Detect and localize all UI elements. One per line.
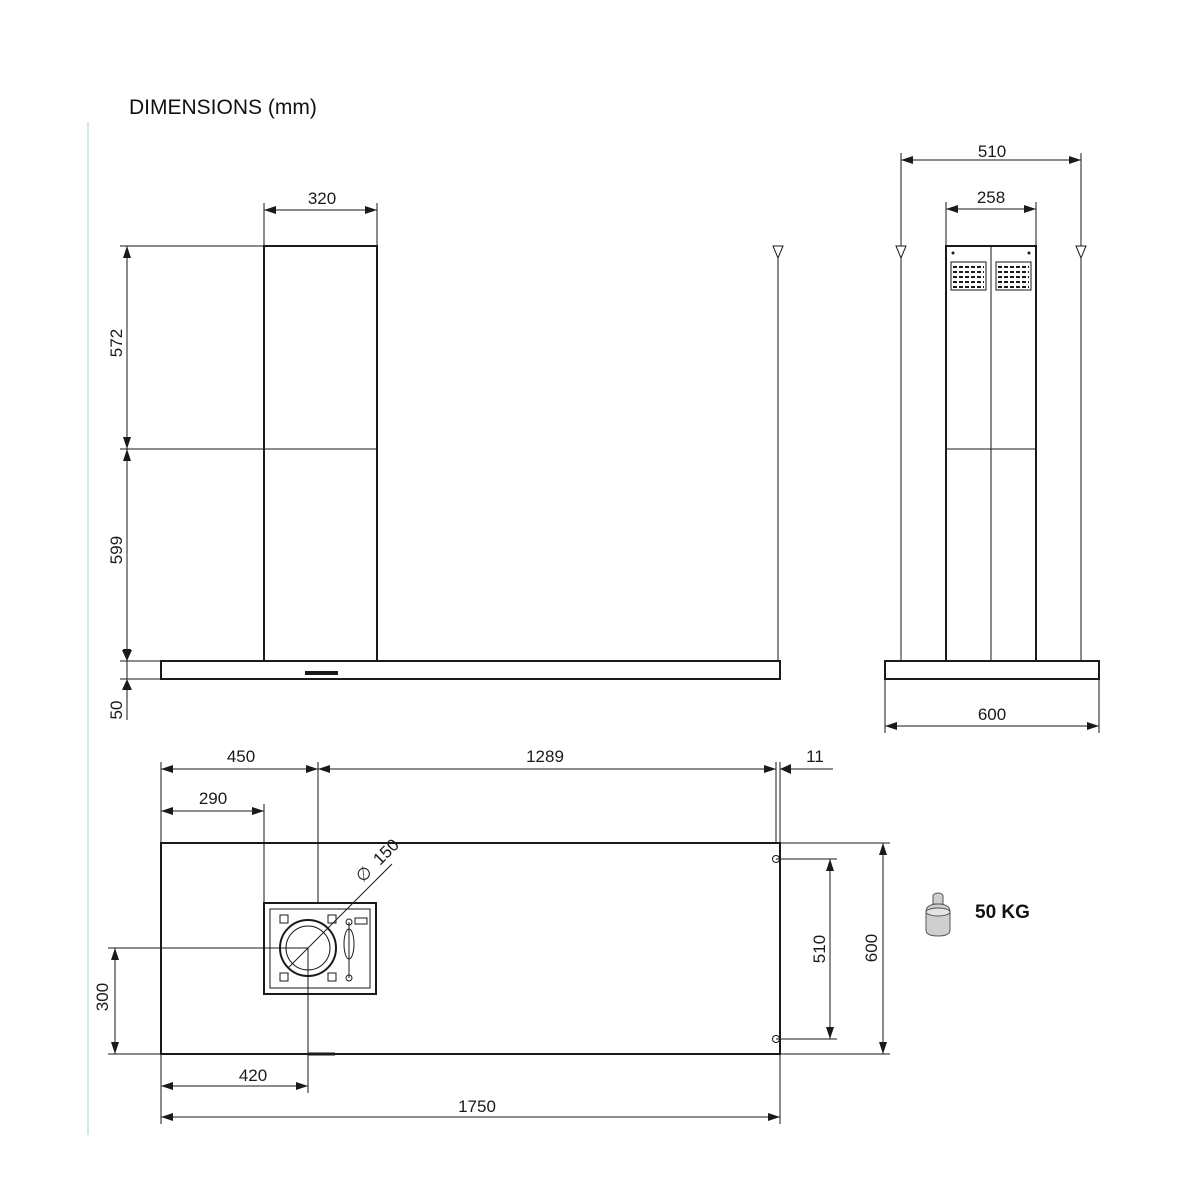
weight-icon [926, 893, 950, 936]
page-title: DIMENSIONS (mm) [129, 96, 317, 119]
front-canopy [161, 661, 780, 679]
dim-duct-center-bottom: 300 [93, 982, 112, 1012]
front-view [107, 189, 783, 720]
front-chimney [264, 246, 377, 661]
cable-anchor [773, 246, 783, 258]
side-view [885, 142, 1099, 733]
dim-duct-to-cable: 1289 [526, 747, 564, 766]
dim-cable-span: 510 [977, 142, 1007, 161]
dim-canopy-depth: 600 [977, 705, 1007, 724]
weight-label: 50 KG [975, 902, 1030, 923]
dim-duct-center-left: 420 [238, 1066, 268, 1085]
dim-chimney-depth: 258 [976, 188, 1006, 207]
dim-chimney-width: 320 [307, 189, 337, 208]
side-canopy [885, 661, 1099, 679]
dim-upper-chimney: 572 [107, 328, 126, 358]
dim-canopy-thickness: 50 [107, 700, 126, 720]
dim-duct-diameter: 150 [369, 835, 403, 869]
vent-grille-left [951, 262, 986, 290]
dim-cable-to-edge: 11 [806, 747, 824, 766]
top-view [93, 747, 890, 1124]
dim-cable-spacing: 510 [810, 934, 829, 964]
dim-duct-outer-offset: 450 [226, 747, 256, 766]
dim-duct-inner-offset: 290 [198, 789, 228, 808]
control-panel [305, 671, 338, 675]
vent-grille-right [996, 262, 1031, 290]
dim-total-depth: 600 [862, 933, 881, 963]
dim-lower-chimney: 599 [107, 535, 126, 565]
dim-total-length: 1750 [458, 1097, 496, 1116]
dim-duct-diameter-symbol: ∅ [352, 862, 377, 887]
